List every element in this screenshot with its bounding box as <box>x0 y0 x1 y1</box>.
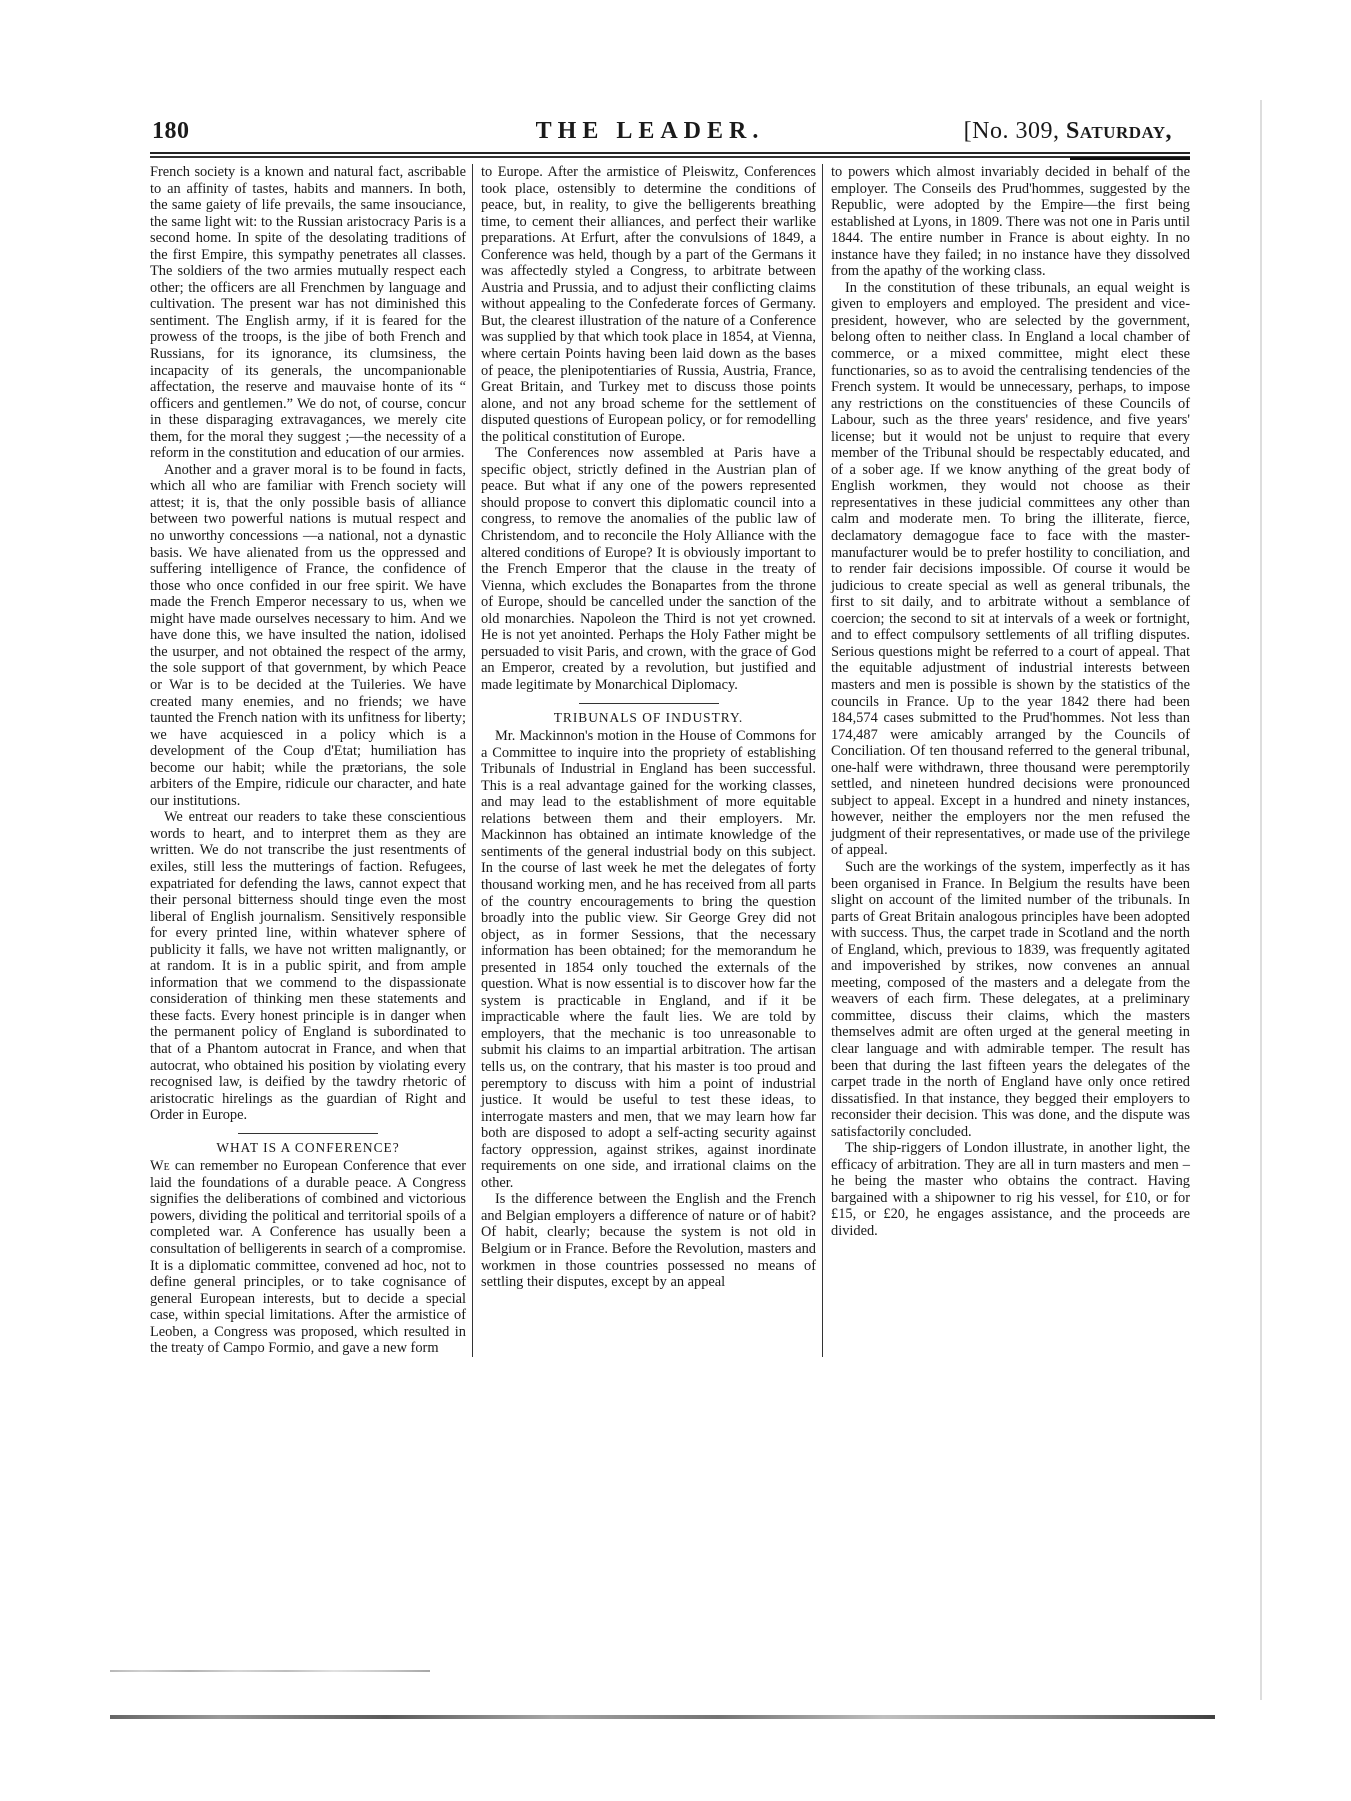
paragraph: Such are the workings of the system, imperfectly as it has been organised in France. In Belgium the results have been slight on account of the limited number of the tribunals. In parts of Great Britain analogous principles have been adopted with success. Thus, the carpet trade in Scotland and the north of England, which, previous to 1839, was frequently agitated and impoverished by strikes, now convenes an annual meeting, composed of the masters and a delegate from the weavers of each firm. These delegates, at a preliminary committee, discuss their claims, which the masters themselves admit are often urged at the general meeting in clear language and with admirable temper. The result has been that during the last fifteen years the delegates of the carpet trade in the north of England have only once retired dissatisfied. In that instance, they begged their employers to reconsider their decision. This was done, and the dispute was satisfactorily concluded. <box>831 858 1190 1140</box>
column-2 <box>472 164 822 1357</box>
section-heading-conference: WHAT IS A CONFERENCE? <box>216 1139 400 1155</box>
paragraph <box>150 1158 466 1357</box>
section-divider <box>579 703 719 704</box>
masthead <box>150 118 1190 148</box>
paragraph-text: can remember no European Conference that ever laid the foundations of a durable peace. A Congress signifies the deliberations of combined and victorious powers, dividing the political and territorial spoils of a completed war. A Conference has usually been a consultation of belligerents in search of a compromise. It is a diplomatic committee, convened ad hoc, not to define general principles, or to take cognisance of general European interests, but to decide a special case, within special limitations. After the armistice of Leoben, a Congress was proposed, which resulted in the treaty of Campo Formio, and gave a new form <box>150 1158 466 1357</box>
paragraph: In the constitution of these tribunals, an equal weight is given to employers and employed. The president and vice-president, however, who are selected by the government, belong often to neither class. In England a local chamber of commerce, or a mixed committee, might elect these functionaries, so as to avoid the centralising tendencies of the French system. It would be unnecessary, perhaps, to impose any restrictions on the constituencies of these Councils of Labour, such as the three years' residence, and five years' license; but it would not be unjust to require that every member of the Tribunal should be respectably educated, and of a sober age. If we know anything of the great body of English workmen, they would not choose as their representatives in these judicial committees any other than calm and moderate men. To bring the illiterate, fierce, declamatory demagogue face to face with the master-manufacturer would be to prefer hostility to conciliation, and to render fair decisions impossible. Of course it would be judicious to create special as well as general tribunals, the first to sit daily, and to arbitrate without a semblance of coercion; the second to sit at intervals of a week or fortnight, and to effect compulsory settlements of all trifling disputes. Serious questions might be referred to a court of appeal. That the equitable adjustment of industrial interests between masters and men is possible is shown by the statistics of the councils in France. Up to the year 1842 there had been 184,574 cases submitted to the Prud'hommes. Not less than 174,487 were amicably arranged by the Councils of Conciliation. Of ten thousand referred to the general tribunal, one-half were withdrawn, three thousand were peremptorily settled, and nineteen hundred decisions were pronounced subject to appeal. Except in a hundred and ninety instances, however, neither the employers nor the men refused the judgment of their representatives, or made use of the privilege of appeal. <box>831 279 1190 859</box>
paragraph: Another and a graver moral is to be found in facts, which all who are familiar with French society will attest; it is, that the only possible basis of alliance between two powerful nations is mutual respect and no unworthy concessions —a national, not a dynastic basis. We have alienated from us the oppressed and suffering intelligence of France, the confidence of those who once confided in our free spirit. We have made the French Emperor necessary to us, when we might have made ourselves necessary to him. And we have done this, we have insulted the nation, idolised the usurper, and not obtained the respect of the army, the sole support of that government, by which Peace or War is to be decided at the Tuileries. We have created many enemies, and no friends; we have taunted the French nation with its unfitness for liberty; we have acquiesced in a policy which is a development of the Coup d'Etat; humiliation has become our habit; while the prætorians, the sole arbiters of the Empire, ridicule our character, and hate our institutions. <box>150 461 466 809</box>
section-heading-tribunals: TRIBUNALS OF INDUSTRY. <box>553 709 744 725</box>
page-number: 180 <box>152 118 190 144</box>
header-rule <box>150 152 1190 158</box>
paragraph: The ship-riggers of London illustrate, in another light, the efficacy of arbitration. They are all in turn masters and men – he being the master who obtains the contract. Having bargained with a shipowner to rig his vessel, for £10, or for £15, or £20, he engages assistance, and the proceeds are divided. <box>831 1140 1190 1239</box>
paragraph: Mr. Mackinnon's motion in the House of Commons for a Committee to inquire into the propriety of establishing Tribunals of Industrial in England has been successful. This is a real advantage gained for the working classes, and may lead to the establishment of more equitable relations between them and their employers. Mr. Mackinnon has obtained an intimate knowledge of the sentiments of the general industrial body on this subject. In the course of last week he met the delegates of forty thousand working men, and he has received from all parts of the country encouragements to bring the question broadly into the public view. Sir George Grey did not object, as in former Sessions, that the necessary information has been obtained; for the memorandum he presented in 1854 only touched the externals of the question. What is now essential is to discover how far the system is practicable in England, and if it be impracticable where the fault lies. We are told by employers, that the mechanic is too unreasonable to submit his claims to an impartial arbitration. The artisan tells us, on the contrary, that his master is too proud and peremptory to discuss with him a point of industrial justice. It would be useful to test these ideas, to interrogate masters and men, that we may learn how far both are disposed to adopt a self-acting security against factory oppression, against strikes, against inordinate requirements on one side, and irrational claims on the other. <box>481 728 816 1191</box>
paragraph: French society is a known and natural fact, ascribable to an affinity of tastes, habits and manners. In both, the same gaiety of life prevails, the same insouciance, the same light wit: to the Russian aristocracy Paris is a second home. In spite of the desolating traditions of the first Empire, this sympathy penetrates all classes. The soldiers of the two armies mutually respect each other; the officers are all Frenchmen by language and cultivation. The present war has not diminished this sentiment. The English army, if it is feared for the prowess of the troops, is the jibe of both French and Russians, for its ignorance, its clumsiness, the incapacity of its generals, the uncompanionable affectation, the reserve and mauvaise honte of its “ officers and gentlemen.” We do not, of course, concur in these disparaging extravagances, we merely cite them, for the moral they suggest ;—the necessity of a reform in the constitution and education of our armies. <box>150 164 466 462</box>
scan-artifact <box>110 1670 430 1672</box>
issue-info <box>964 118 1172 145</box>
column-3 <box>822 164 1190 1357</box>
paragraph: to powers which almost invariably decided in behalf of the employer. The Conseils des Prud'hommes, suggested by the Republic, were adopted by the Empire—the first being established at Lyons, in 1809. There was not one in Paris until 1844. The entire number in France is about eighty. In no instance have they failed; in no instance have they dissolved from the apathy of the working class. <box>831 164 1190 280</box>
newspaper-title: THE LEADER. <box>535 118 765 144</box>
scan-artifact <box>110 1715 1215 1719</box>
paragraph: The Conferences now assembled at Paris have a specific object, strictly defined in the Austrian plan of peace. But what if any one of the powers represented should propose to convert this diplomatic council into a congress, to remove the anomalies of the public law of Christendom, and to reconcile the Holy Alliance with the altered conditions of Europe? It is obviously important to the French Emperor that the clause in the treaty of Vienna, which excludes the Bonapartes from the throne of Europe, should be cancelled under the sanction of the old monarchies. Napoleon the Third is not yet crowned. He is not yet anointed. Perhaps the Holy Father might be persuaded to visit Paris, and crown, with the grace of God an Emperor, created by a revolution, but justified and made legitimate by Monarchical Diplomacy. <box>481 445 816 693</box>
issue-day: Saturday, <box>1065 118 1172 144</box>
issue-number: [No. 309, <box>963 118 1066 144</box>
newspaper-page <box>150 118 1190 1357</box>
article-columns <box>150 164 1190 1357</box>
paragraph: Is the difference between the English and the French and Belgian employers a difference of nature or of habit? Of habit, clearly; because the system is not old in Belgium or in France. Before the Revolution, masters and workmen in those countries possessed no means of settling their disputes, except by an appeal <box>481 1191 816 1291</box>
paragraph: We entreat our readers to take these conscientious words to heart, and to interpret them as they are written. We do not transcribe the just resentments of exiles, still less the mutterings of faction. Refugees, expatriated for defending the laws, cannot expect that their personal bitterness should tinge even the most liberal of English journalism. Sensitively responsible for every printed line, within whatever sphere of publicity it falls, we have not written malignantly, or at random. It is in a public spirit, and from ample information that we commend to the dispassionate consideration of thinking men these statements and these facts. Every honest principle is in danger when the permanent policy of England is subordinated to that of a Phantom autocrat in France, and when that autocrat, who obtained his position by violating every recognised law, is deified by the tawdry rhetoric of aristocratic hirelings as the guardian of Right and Order in Europe. <box>150 809 466 1124</box>
drop-word: We <box>150 1158 170 1175</box>
paragraph: to Europe. After the armistice of Pleiswitz, Conferences took place, ostensibly to determine the conditions of peace, but, in reality, to give the belligerents breathing time, to cement their alliances, and perfect their warlike preparations. At Erfurt, after the convulsions of 1849, a Conference was held, though by a part of the Germans it was affectedly styled a Congress, to arbitrate between Austria and Prussia, and to adjust their conflicting claims without appealing to the Confederate forces of Germany. But, the clearest illustration of the nature of a Conference was supplied by that which took place in 1854, at Vienna, where certain Points having been laid down as the bases of peace, the plenipotentiaries of Russia, Austria, France, Great Britain, and Turkey met to discuss those points alone, and not any broad scheme for the settlement of disputed questions of European policy, or for remodelling the political constitution of Europe. <box>481 164 816 445</box>
scan-edge-shadow <box>1260 100 1262 1700</box>
section-divider <box>238 1133 378 1134</box>
column-1 <box>150 164 472 1357</box>
